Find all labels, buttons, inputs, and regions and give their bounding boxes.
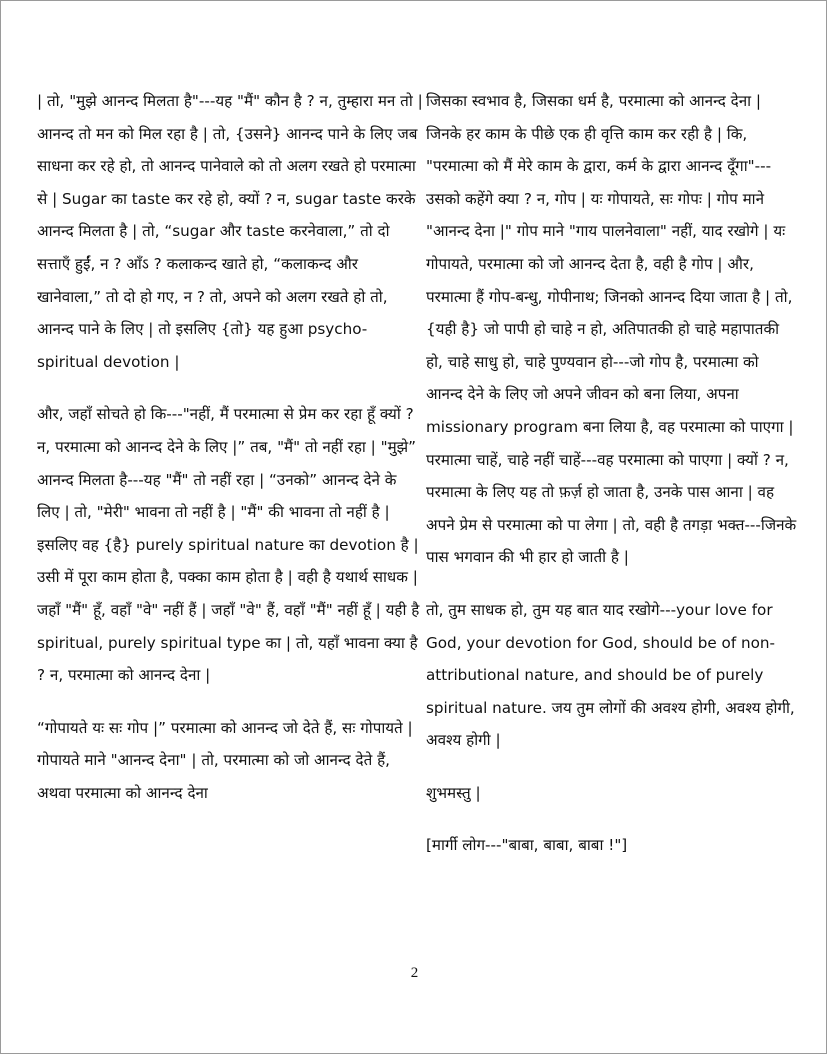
paragraph: जिसका स्वभाव है, जिसका धर्म है, परमात्मा को आनन्द देना | जिनके हर काम के पीछे एक ही वृत्ति काम कर रही है | कि, "परमात्मा को मैं मेरे काम के द्वारा, कर्म के द्वारा आनन्द दूँगा"---उसको कहेंगे क्या ? न, गोप | यः गोपायते, सः गोपः | गोप माने "आनन्द देना |" गोप माने "गाय पालनेवाला" नहीं, याद रखोगे | यः गोपायते, परमात्मा को जो आनन्द देता है, वही है गोप | और, परमात्मा हैं गोप-बन्धु, गोपीनाथ; जिनको आनन्द दिया जाता है | तो, {यही है} जो पापी हो चाहे न हो, अतिपातकी हो चाहे महापातकी हो, चाहे साधु हो, चाहे पुण्यवान हो---जो गोप है, परमात्मा को आनन्द देने के लिए जो अपने जीवन को बना लिया, अपना missionary program बना लिया है, वह परमात्मा को पाएगा | परमात्मा चाहें, चाहे नहीं चाहें---वह परमात्मा को पाएगा | क्यों ? न, परमात्मा के लिए यह तो फ़र्ज़ हो जाता है, उनके पास आना | वह अपने प्रेम से परमात्मा को पा लेगा | तो, वही है तगड़ा भक्त---जिनके पास भगवान की भी हार हो जाती है | xyxy=(426,92,797,567)
left-column xyxy=(37,85,423,809)
paragraph: तो, तुम साधक हो, तुम यह बात याद रखोगे---your love for God, your devotion for God, should be of non-attributional nature, and should be of purely spiritual nature. जय तुम लोगों की अवश्य होगी, अवश्य होगी, अवश्य होगी | xyxy=(426,600,795,750)
audience-response: [मार्गी लोग---"बाबा, बाबा, बाबा !"] xyxy=(426,836,628,855)
blessing-line: शुभमस्तु | xyxy=(426,783,481,802)
paragraph: | तो, "मुझे आनन्द मिलता है"---यह "मैं" कौन है ? न, तुम्हारा मन तो | आनन्द तो मन को मिल रहा है | तो, {उसने} आनन्द पाने के लिए जब साधना कर रहे हो, तो आनन्द पानेवाले को तो अलग रखते हो परमात्मा से | Sugar का taste कर रहे हो, क्यों ? न, sugar taste करके आनन्द मिलता है | तो, “sugar और taste करनेवाला,” तो दो सत्ताएँ हुईं, न ? आँऽ ? कलाकन्द खाते हो, “कलाकन्द और खानेवाला,” तो दो हो गए, न ? तो, अपने को अलग रखते हो तो, आनन्द पाने के लिए | तो इसलिए {तो} यह हुआ psycho-spiritual devotion | xyxy=(37,92,423,371)
paragraph: “गोपायते यः सः गोप |” परमात्मा को आनन्द जो देते हैं, सः गोपायते | गोपायते माने "आनन्द देना" | तो, परमात्मा को जो आनन्द देते हैं, अथवा परमात्मा को आनन्द देना xyxy=(37,718,413,802)
right-column xyxy=(426,85,800,862)
page-number: 2 xyxy=(410,965,419,981)
paragraph: और, जहाँ सोचते हो कि---"नहीं, मैं परमात्मा से प्रेम कर रहा हूँ क्यों ? न, परमात्मा को आनन्द देने के लिए |” तब, "मैं" तो नहीं रहा | "मुझे” आनन्द मिलता है---यह "मैं" तो नहीं रहा | “उनको” आनन्द देने के लिए | तो, "मेरी" भावना तो नहीं है | "मैं" की भावना तो नहीं है | इसलिए वह {है} purely spiritual nature का devotion है | उसी में पूरा काम होता है, पक्का काम होता है | वही है यथार्थ साधक | जहाँ "मैं" हूँ, वहाँ "वे" नहीं हैं | जहाँ "वे" हैं, वहाँ "मैं" नहीं हूँ | यही है spiritual, purely spiritual type का | तो, यहाँ भावना क्या है ? न, परमात्मा को आनन्द देना | xyxy=(37,405,420,685)
